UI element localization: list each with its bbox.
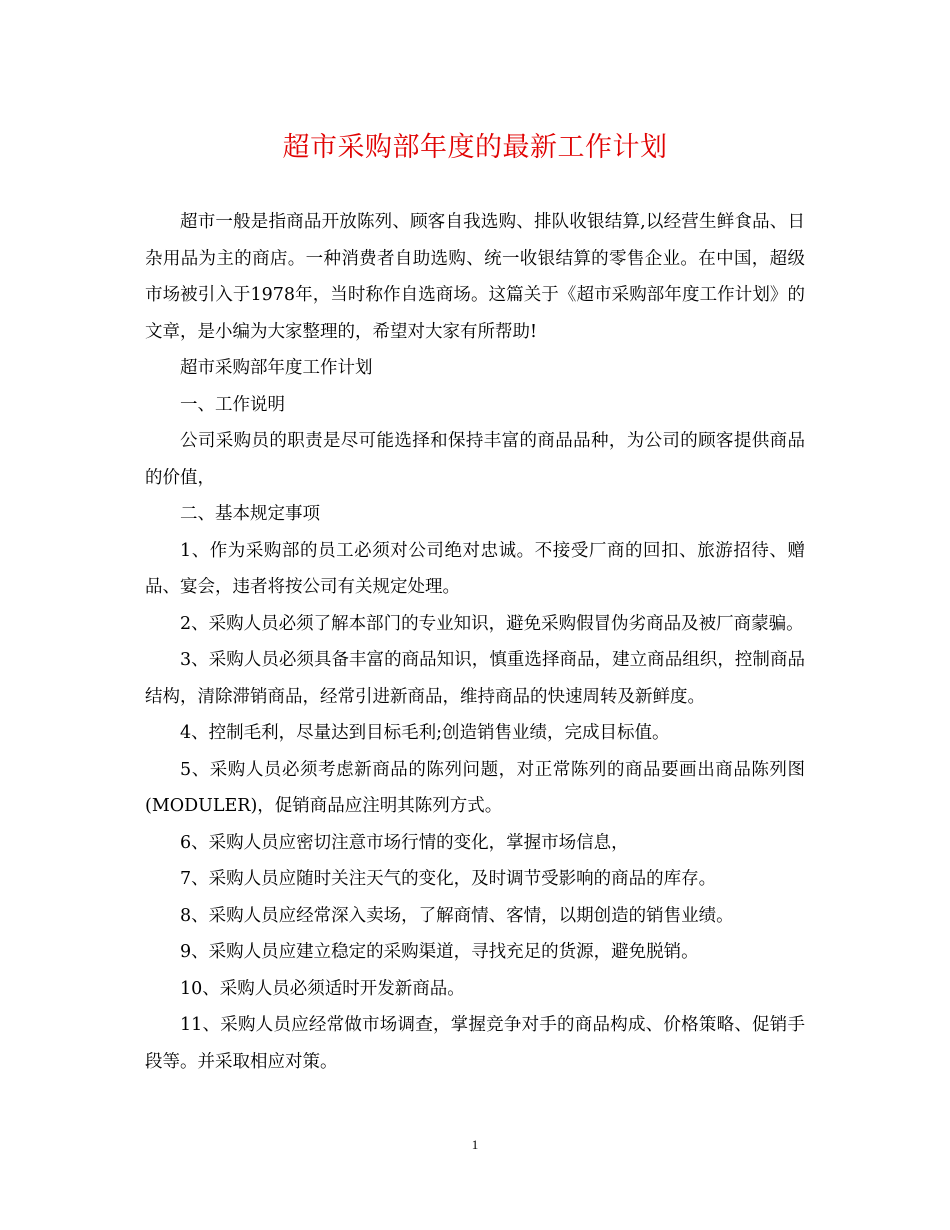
rule-item-7: 7、采购人员应随时关注天气的变化，及时调节受影响的商品的库存。 <box>180 869 717 889</box>
paragraph-duties: 公司采购员的职责是尽可能选择和保持丰富的商品品种，为公司的顾客提供商品的价值， <box>145 431 805 488</box>
rule-item-9: 9、采购人员应建立稳定的采购渠道，寻找充足的货源，避免脱销。 <box>180 942 699 962</box>
rule-item-5: 5、采购人员必须考虑新商品的陈列问题，对正常陈列的商品要画出商品陈列图(MODULER)，促销商品应注明其陈列方式。 <box>145 759 805 816</box>
section-heading-2: 二、基本规定事项 <box>180 504 320 524</box>
rule-item-3: 3、采购人员必须具备丰富的商品知识，慎重选择商品，建立商品组织，控制商品结构，清除滞销商品，经常引进新商品，维持商品的快速周转及新鲜度。 <box>145 650 805 707</box>
rule-item-10: 10、采购人员必须适时开发新商品。 <box>180 978 465 999</box>
page-number: 1 <box>471 1137 479 1152</box>
section-heading-1: 一、工作说明 <box>180 394 285 415</box>
rule-item-4: 4、控制毛利，尽量达到目标毛利;创造销售业绩，完成目标值。 <box>180 723 670 743</box>
paragraph-intro: 超市一般是指商品开放陈列、顾客自我选购、排队收银结算,以经营生鲜食品、日杂用品为主的商店。一种消费者自助选购、统一收银结算的零售企业。在中国，超级市场被引入于1978年，当时称作自选商场。这篇关于《超市采购部年度工作计划》的文章，是小编为大家整理的，希望对大家有所帮助! <box>145 212 805 342</box>
rule-item-8: 8、采购人员应经常深入卖场，了解商情、客情，以期创造的销售业绩。 <box>180 905 734 926</box>
document-body <box>145 204 805 1080</box>
rule-item-1: 1、作为采购部的员工必须对公司绝对忠诚。不接受厂商的回扣、旅游招待、赠品、宴会，违者将按公司有关规定处理。 <box>145 540 805 597</box>
rule-item-2: 2、采购人员必须了解本部门的专业知识，避免采购假冒伪劣商品及被厂商蒙骗。 <box>180 613 804 634</box>
document-title: 超市采购部年度的最新工作计划 <box>282 132 668 163</box>
paragraph-subtitle: 超市采购部年度工作计划 <box>180 358 373 378</box>
rule-item-11: 11、采购人员应经常做市场调查，掌握竞争对手的商品构成、价格策略、促销手段等。并采取相应对策。 <box>145 1015 805 1072</box>
rule-item-6: 6、采购人员应密切注意市场行情的变化，掌握市场信息， <box>180 832 629 853</box>
